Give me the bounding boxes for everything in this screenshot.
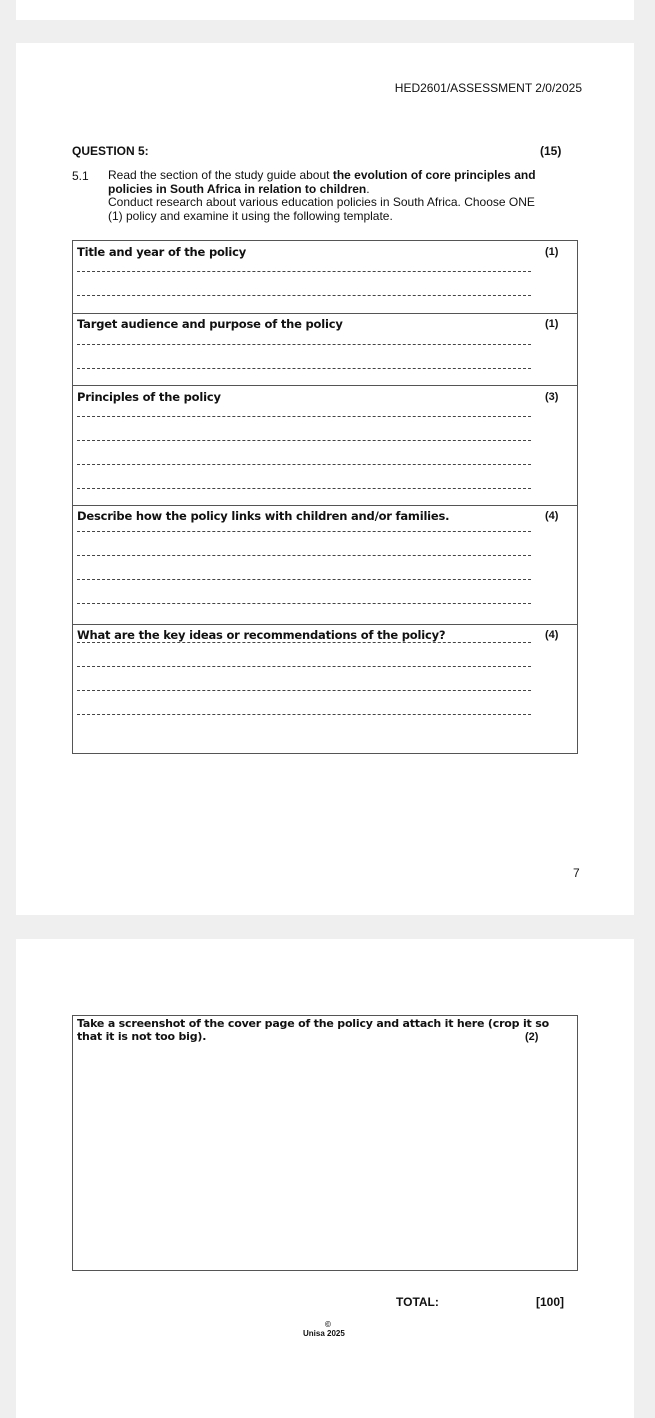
question-title: QUESTION 5: (72, 144, 149, 158)
section-label: Target audience and purpose of the policy (77, 317, 343, 331)
screenshot-mark: (2) (525, 1031, 539, 1043)
answer-line[interactable] (77, 344, 531, 345)
assessment-code: HED2601/ASSESSMENT 2/0/2025 (394, 81, 582, 95)
template-section-links-children (73, 505, 577, 625)
template-section-principles (73, 386, 577, 506)
answer-line[interactable] (77, 555, 531, 556)
previous-page-edge (16, 0, 634, 20)
total-label: TOTAL: (396, 1295, 439, 1309)
template-section-key-ideas (73, 624, 577, 755)
document-page-8 (16, 939, 634, 1418)
screenshot-attachment-box[interactable] (72, 1015, 578, 1271)
section-label: Principles of the policy (77, 390, 221, 404)
total-value: [100] (536, 1295, 565, 1309)
footer-organization: Unisa 2025 (303, 1329, 345, 1338)
answer-line[interactable] (77, 295, 531, 296)
section-mark: (3) (545, 391, 559, 403)
question-instruction (108, 169, 548, 223)
document-page-7 (16, 43, 634, 915)
template-section-title-year (73, 241, 577, 314)
answer-line[interactable] (77, 642, 531, 643)
answer-line[interactable] (77, 714, 531, 715)
answer-line[interactable] (77, 271, 531, 272)
instruction-bold-text: the evolution of core principles and policies in South Africa in relation to children (108, 168, 536, 196)
section-label: What are the key ideas or recommendations of the policy? (77, 628, 446, 642)
section-mark: (1) (545, 246, 559, 258)
answer-line[interactable] (77, 690, 531, 691)
answer-line[interactable] (77, 666, 531, 667)
instruction-research-text: Conduct research about various education policies in South Africa. Choose ONE (1) policy and examine it using the following template. (108, 195, 535, 223)
answer-line[interactable] (77, 368, 531, 369)
sub-question-number: 5.1 (72, 169, 89, 183)
policy-template-table (72, 240, 578, 754)
section-label: Describe how the policy links with children and/or families. (77, 509, 450, 523)
answer-line[interactable] (77, 579, 531, 580)
answer-line[interactable] (77, 464, 531, 465)
section-mark: (1) (545, 318, 559, 330)
instruction-text: Read the section of the study guide about (108, 168, 333, 182)
answer-line[interactable] (77, 440, 531, 441)
section-label: Title and year of the policy (77, 245, 247, 259)
screenshot-instruction: Take a screenshot of the cover page of the policy and attach it here (crop it so that it is not too big). (77, 1017, 549, 1043)
answer-line[interactable] (77, 416, 531, 417)
answer-line[interactable] (77, 603, 531, 604)
section-mark: (4) (545, 510, 559, 522)
copyright-symbol: © (325, 1320, 331, 1329)
answer-line[interactable] (77, 531, 531, 532)
instruction-period: . (366, 181, 370, 196)
section-mark: (4) (545, 629, 559, 641)
template-section-audience-purpose (73, 313, 577, 386)
page-number: 7 (573, 866, 580, 880)
answer-line[interactable] (77, 488, 531, 489)
question-marks: (15) (540, 144, 562, 158)
